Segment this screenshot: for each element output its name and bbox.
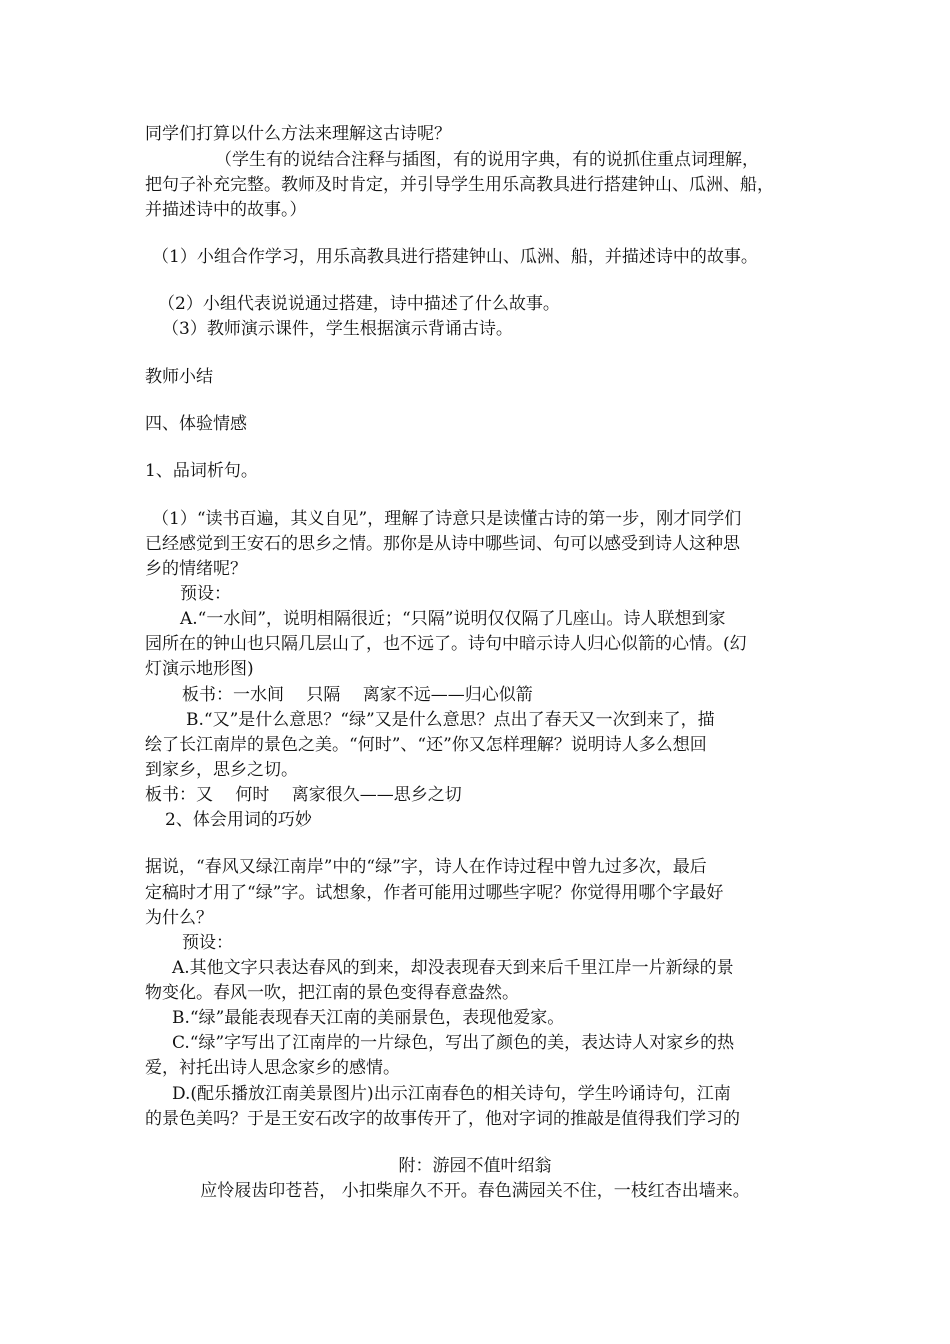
text-line: （2）小组代表说说通过搭建，诗中描述了什么故事。 — [158, 294, 560, 314]
text-line: （学生有的说结合注释与插图，有的说用字典，有的说抓住重点词理解， — [215, 150, 759, 170]
text-line: 到家乡，思乡之切。 — [145, 760, 298, 780]
text-line: 把句子补充完整。教师及时肯定，并引导学生用乐高教具进行搭建钟山、瓜洲、船， — [145, 175, 774, 195]
text-line: 已经感觉到王安石的思乡之情。那你是从诗中哪些词、句可以感受到诗人这种思 — [145, 534, 740, 554]
text-line: 灯演示地形图) — [145, 659, 254, 679]
text-line: 绘了长江南岸的景色之美。“何时”、“还”你又怎样理解？说明诗人多么想回 — [145, 735, 707, 755]
section-heading: 四、体验情感 — [145, 414, 247, 434]
section-heading: 教师小结 — [145, 367, 213, 387]
text-line: （1）小组合作学习，用乐高教具进行搭建钟山、瓜洲、船，并描述诗中的故事。 — [152, 247, 758, 267]
text-line: 据说，“春风又绿江南岸”中的“绿”字，诗人在作诗过程中曾九过多次，最后 — [145, 857, 707, 877]
text-line: 并描述诗中的故事。） — [145, 200, 307, 220]
text-line: 乡的情绪呢？ — [145, 559, 247, 579]
text-line: C.“绿”字写出了江南岸的一片绿色，写出了颜色的美，表达诗人对家乡的热 — [172, 1033, 735, 1053]
text-line: 同学们打算以什么方法来理解这古诗呢？ — [145, 124, 451, 144]
text-line: 为什么？ — [145, 908, 213, 928]
blackboard-line: 板书：一水间 只隔 离家不远——归心似箭 — [182, 685, 533, 705]
blackboard-line: 板书：又 何时 离家很久——思乡之切 — [145, 785, 462, 805]
text-line: （1）“读书百遍，其义自见”，理解了诗意只是读懂古诗的第一步，刚才同学们 — [152, 509, 742, 529]
section-heading: 1、品词析句。 — [145, 461, 258, 481]
text-line: B.“又”是什么意思？“绿”又是什么意思？点出了春天又一次到来了，描 — [186, 710, 715, 730]
text-line: 物变化。春风一吹，把江南的景色变得春意盎然。 — [145, 983, 519, 1003]
text-line: 预设： — [180, 584, 231, 604]
text-line: B.“绿”最能表现春天江南的美丽景色，表现他爱家。 — [172, 1008, 565, 1028]
appendix-poem: 应怜屐齿印苍苔， 小扣柴扉久不开。春色满园关不住，一枝红杏出墙来。 — [200, 1181, 750, 1201]
text-line: 的景色美吗？于是王安石改字的故事传开了，他对字词的推敲是值得我们学习的 — [145, 1109, 740, 1129]
text-line: 2、体会用词的巧妙 — [165, 810, 312, 830]
text-line: 爱，衬托出诗人思念家乡的感情。 — [145, 1058, 400, 1078]
text-line: A.“一水间”，说明相隔很近；“只隔”说明仅仅隔了几座山。诗人联想到家 — [180, 609, 726, 629]
text-line: 园所在的钟山也只隔几层山了，也不远了。诗句中暗示诗人归心似箭的心情。(幻 — [145, 634, 747, 654]
text-line: 预设： — [182, 933, 233, 953]
text-line: （3）教师演示课件，学生根据演示背诵古诗。 — [162, 319, 513, 339]
text-line: 定稿时才用了“绿”字。试想象，作者可能用过哪些字呢？你觉得用哪个字最好 — [145, 883, 724, 903]
text-line: D.(配乐播放江南美景图片)出示江南春色的相关诗句，学生吟诵诗句，江南 — [172, 1084, 731, 1104]
appendix-title: 附：游园不值叶绍翁 — [398, 1156, 552, 1176]
text-line: A.其他文字只表达春风的到来，却没表现春天到来后千里江岸一片新绿的景 — [172, 958, 734, 978]
